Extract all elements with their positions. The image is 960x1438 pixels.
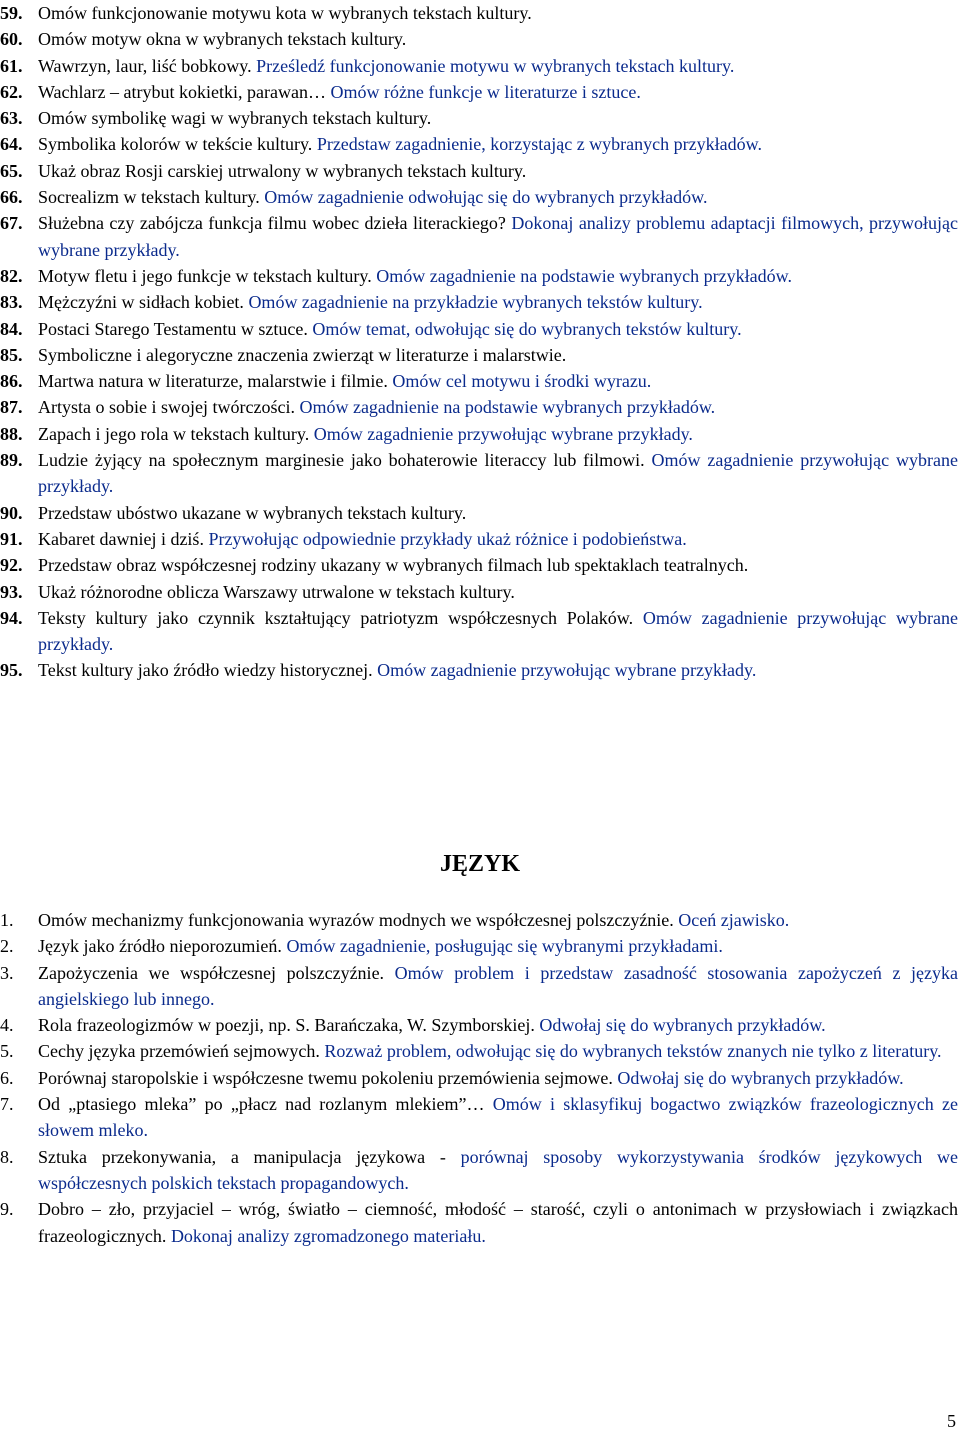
topic-instruction: Omów zagadnienie przywołując wybrane przykłady. (38, 607, 958, 655)
topic-instruction: Omów zagadnienie odwołując się do wybranych przykładów. (264, 187, 708, 208)
topic-item (0, 1091, 958, 1144)
topic-text (38, 447, 958, 500)
topic-heading: Symbolika kolorów w tekście kultury. (38, 134, 317, 155)
topic-item (0, 526, 958, 552)
page-number: 5 (947, 1411, 956, 1431)
topic-number: 83. (0, 292, 23, 313)
topic-instruction: Omów zagadnienie na podstawie wybranych przykładów. (299, 397, 716, 418)
topic-heading: Przedstaw ubóstwo ukazane w wybranych tekstach kultury. (38, 502, 467, 523)
topic-item (0, 289, 958, 315)
topic-heading: Przedstaw obraz współczesnej rodziny ukazany w wybranych filmach lub spektaklach teatralnych. (38, 555, 749, 576)
topic-heading: Artysta o sobie i swojej twórczości. (38, 397, 300, 418)
topic-item (0, 500, 958, 526)
topic-heading: Omów mechanizmy funkcjonowania wyrazów modnych we współczesnej polszczyźnie. (38, 910, 679, 930)
topic-instruction: Omów zagadnienie na podstawie wybranych przykładów. (376, 265, 792, 286)
topic-instruction: Omów zagadnienie przywołując wybrane przykłady. (377, 660, 757, 681)
topic-number: 64. (0, 134, 23, 155)
topic-text (38, 53, 958, 79)
topic-heading: Od „ptasiego mleka” po „płacz nad rozlanym mlekiem”… (38, 1094, 493, 1115)
topic-text (38, 421, 958, 447)
topic-number: 5. (0, 1041, 14, 1062)
topic-number: 93. (0, 581, 23, 602)
topic-text (38, 933, 958, 959)
topic-number: 1. (0, 910, 14, 930)
topic-number: 60. (0, 29, 23, 50)
topic-item (0, 0, 958, 26)
topic-number: 7. (0, 1094, 14, 1115)
topic-heading: Omów symbolikę wagi w wybranych tekstach kultury. (38, 108, 432, 129)
topic-number: 88. (0, 423, 23, 444)
topic-item (0, 907, 958, 933)
topic-heading: Służebna czy zabójcza funkcja filmu wobec dzieła literackiego? (38, 213, 512, 234)
topic-number: 6. (0, 1067, 14, 1088)
topic-heading: Symboliczne i alegoryczne znaczenia zwierząt w literaturze i malarstwie. (38, 344, 567, 365)
topic-item (0, 368, 958, 394)
topic-text (38, 1091, 958, 1144)
topic-number: 94. (0, 607, 23, 628)
topic-heading: Kabaret dawniej i dziś. (38, 528, 209, 549)
topic-text (38, 184, 958, 210)
topic-instruction: Omów problem i przedstaw zasadność stosowania zapożyczeń z języka angielskiego lub innego. (38, 962, 958, 1009)
topic-number: 61. (0, 55, 23, 76)
topic-text (38, 1038, 958, 1064)
topic-text (38, 316, 958, 342)
topic-instruction: Omów zagadnienie, posługując się wybranymi przykładami. (286, 936, 723, 957)
topic-heading: Ukaż różnorodne oblicza Warszawy utrwalone w tekstach kultury. (38, 581, 515, 602)
topic-heading: Ludzie żyjący na społecznym marginesie jako bohaterowie literaccy lub filmowi. (38, 450, 652, 471)
topic-text (38, 368, 958, 394)
topic-number: 95. (0, 660, 23, 681)
topic-heading: Mężczyźni w sidłach kobiet. (38, 292, 249, 313)
topic-heading: Sztuka przekonywania, a manipulacja językowa - (38, 1146, 461, 1167)
topic-instruction: Odwołaj się do wybranych przykładów. (617, 1067, 904, 1088)
topic-number: 90. (0, 502, 23, 523)
topic-number: 84. (0, 318, 23, 339)
topic-heading: Rola frazeologizmów w poezji, np. S. Barańczaka, W. Szymborskiej. (38, 1015, 540, 1036)
topic-instruction: Omów zagadnienie przywołując wybrane przykłady. (38, 450, 958, 497)
topic-item (0, 605, 958, 658)
topic-text (38, 131, 958, 157)
topic-text (38, 552, 958, 578)
topic-item (0, 131, 958, 157)
topic-item (0, 394, 958, 420)
topic-number: 3. (0, 962, 14, 983)
topic-text (38, 657, 958, 683)
topic-instruction: Omów zagadnienie przywołując wybrane przykłady. (313, 423, 693, 444)
topic-heading: Ukaż obraz Rosji carskiej utrwalony w wybranych tekstach kultury. (38, 160, 527, 181)
topic-heading: Motyw fletu i jego funkcje w tekstach kultury. (38, 265, 377, 286)
topic-heading: Omów motyw okna w wybranych tekstach kultury. (38, 29, 407, 50)
topic-number: 9. (0, 1199, 14, 1220)
topic-heading: Postaci Starego Testamentu w sztuce. (38, 318, 313, 339)
topic-heading: Język jako źródło nieporozumień. (38, 936, 287, 957)
topic-item (0, 26, 958, 52)
topic-instruction: Przywołując odpowiednie przykłady ukaż różnice i podobieństwa. (208, 528, 687, 549)
topic-text (38, 26, 958, 52)
topic-heading: Dobro – zło, przyjaciel – wróg, światło – ciemność, młodość – starość, czyli o antonimach w przysłowiach i związkach frazeologicznych. (38, 1199, 958, 1246)
language-topics-list (0, 907, 958, 1249)
topic-item (0, 210, 958, 263)
topic-number: 65. (0, 160, 23, 181)
topic-item (0, 158, 958, 184)
topic-item (0, 79, 958, 105)
topic-item (0, 933, 958, 959)
topic-text (38, 394, 958, 420)
topic-heading: Zapach i jego rola w tekstach kultury. (38, 423, 314, 444)
topic-text (38, 1065, 958, 1091)
topic-heading: Omów funkcjonowanie motywu kota w wybranych tekstach kultury. (38, 3, 532, 23)
topic-instruction: Prześledź funkcjonowanie motywu w wybranych tekstach kultury. (256, 55, 735, 76)
topic-text (38, 158, 958, 184)
topic-number: 8. (0, 1146, 14, 1167)
topic-text (38, 79, 958, 105)
topic-item (0, 552, 958, 578)
topic-text (38, 907, 958, 933)
topic-number: 85. (0, 344, 23, 365)
topic-number: 86. (0, 371, 23, 392)
topic-heading: Zapożyczenia we współczesnej polszczyźnie. (38, 962, 395, 983)
topic-heading: Tekst kultury jako źródło wiedzy historycznej. (38, 660, 378, 681)
topic-instruction: Omów temat, odwołując się do wybranych tekstów kultury. (312, 318, 742, 339)
topic-text (38, 105, 958, 131)
topic-item (0, 657, 958, 683)
topic-text (38, 960, 958, 1013)
topic-heading: Wachlarz – atrybut kokietki, parawan… (38, 81, 331, 102)
topic-number: 89. (0, 450, 23, 471)
topic-text (38, 1196, 958, 1249)
topic-item (0, 1144, 958, 1197)
topic-heading: Cechy języka przemówień sejmowych. (38, 1041, 325, 1062)
topic-heading: Socrealizm w tekstach kultury. (38, 187, 265, 208)
topic-number: 91. (0, 528, 23, 549)
topic-number: 66. (0, 187, 23, 208)
topic-item (0, 105, 958, 131)
topic-instruction: Omów różne funkcje w literaturze i sztuce. (330, 81, 641, 102)
topic-item (0, 1012, 958, 1038)
topic-number: 82. (0, 265, 23, 286)
topic-item (0, 53, 958, 79)
topic-text (38, 0, 958, 26)
topic-number: 4. (0, 1015, 14, 1036)
topic-instruction: Omów zagadnienie na przykładzie wybranych tekstów kultury. (248, 292, 703, 313)
topic-number: 63. (0, 108, 23, 129)
topic-item (0, 342, 958, 368)
section-title: JĘZYK (439, 851, 520, 877)
topic-item (0, 263, 958, 289)
topic-instruction: Dokonaj analizy zgromadzonego materiału. (170, 1225, 486, 1246)
topic-instruction: Przedstaw zagadnienie, korzystając z wybranych przykładów. (316, 134, 762, 155)
topic-item (0, 184, 958, 210)
topic-text (38, 342, 958, 368)
topic-item (0, 579, 958, 605)
topic-text (38, 605, 958, 658)
topic-heading: Wawrzyn, laur, liść bobkowy. (38, 55, 257, 76)
topic-instruction: Omów i sklasyfikuj bogactwo związków frazeologicznych ze słowem mleko. (38, 1094, 958, 1141)
topic-instruction: Odwołaj się do wybranych przykładów. (539, 1015, 826, 1036)
topic-text (38, 263, 958, 289)
topic-number: 2. (0, 936, 14, 957)
topic-instruction: Dokonaj analizy problemu adaptacji filmowych, przywołując wybrane przykłady. (38, 213, 958, 260)
topic-heading: Porównaj staropolskie i współczesne twemu pokoleniu przemówienia sejmowe. (38, 1067, 618, 1088)
topic-text (38, 210, 958, 263)
topic-item (0, 1038, 958, 1064)
topic-number: 87. (0, 397, 23, 418)
topic-text (38, 289, 958, 315)
topic-item (0, 1196, 958, 1249)
topic-item (0, 421, 958, 447)
topic-instruction: porównaj sposoby wykorzystywania środków językowych we współczesnych polskich tekstach propagandowych. (38, 1146, 959, 1193)
topic-text (38, 1012, 958, 1038)
topic-item (0, 1065, 958, 1091)
topic-heading: Teksty kultury jako czynnik kształtujący patriotyzm współczesnych Polaków. (38, 607, 643, 628)
topic-text (38, 500, 958, 526)
topic-number: 92. (0, 555, 23, 576)
culture-topics-list (0, 0, 958, 684)
topic-instruction: Omów cel motywu i środki wyrazu. (392, 371, 652, 392)
topic-instruction: Oceń zjawisko. (678, 910, 790, 930)
topic-number: 59. (0, 3, 23, 23)
topic-text (38, 526, 958, 552)
topic-item (0, 316, 958, 342)
topic-text (38, 579, 958, 605)
topic-number: 67. (0, 213, 23, 234)
topic-instruction: Rozważ problem, odwołując się do wybranych tekstów znanych nie tylko z literatury. (324, 1041, 942, 1062)
topic-item (0, 447, 958, 500)
topic-number: 62. (0, 81, 23, 102)
topic-text (38, 1144, 958, 1197)
topic-heading: Martwa natura w literaturze, malarstwie i filmie. (38, 371, 393, 392)
topic-item (0, 960, 958, 1013)
